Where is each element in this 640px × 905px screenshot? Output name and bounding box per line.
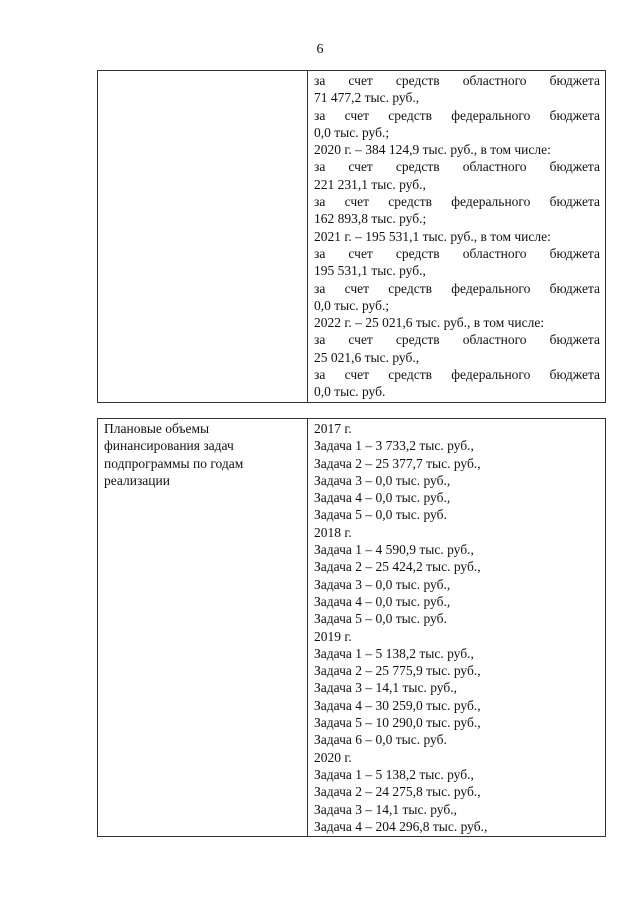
planned-task-funding-table — [97, 418, 606, 837]
funding-line: за счет средств областного бюджета — [314, 159, 600, 175]
task-funding-line: Задача 3 – 0,0 тыс. руб., — [314, 472, 451, 488]
task-funding-line: Задача 1 – 3 733,2 тыс. руб., — [314, 438, 474, 454]
task-funding-line: Задача 5 – 0,0 тыс. руб. — [314, 507, 447, 523]
task-funding-by-year-cell — [308, 419, 606, 837]
empty-label-cell — [98, 71, 308, 403]
task-funding-line: Задача 3 – 14,1 тыс. руб., — [314, 680, 457, 696]
funding-line: 0,0 тыс. руб.; — [314, 124, 390, 140]
task-funding-line: Задача 5 – 0,0 тыс. руб. — [314, 611, 447, 627]
task-funding-line: 2017 г. — [314, 421, 352, 436]
task-funding-line: Задача 6 – 0,0 тыс. руб. — [314, 732, 447, 748]
task-funding-line: 2019 г. — [314, 628, 352, 644]
label-line: подпрограммы по годам — [104, 455, 244, 471]
task-funding-line: Задача 4 – 0,0 тыс. руб., — [314, 490, 451, 506]
task-funding-line: Задача 2 – 25 377,7 тыс. руб., — [314, 455, 481, 471]
funding-line: 2022 г. – 25 021,6 тыс. руб., в том числе: — [314, 315, 545, 331]
task-funding-line: Задача 1 – 5 138,2 тыс. руб., — [314, 645, 474, 661]
funding-line: 25 021,6 тыс. руб., — [314, 349, 420, 365]
funding-line: 2021 г. – 195 531,1 тыс. руб., в том числе: — [314, 228, 551, 244]
funding-line: 0,0 тыс. руб. — [314, 384, 386, 400]
funding-line: за счет средств федерального бюджета — [314, 194, 600, 210]
funding-line: за счет средств федерального бюджета — [314, 280, 600, 296]
task-funding-line: Задача 4 – 0,0 тыс. руб., — [314, 593, 451, 609]
task-funding-line: 2018 г. — [314, 524, 352, 540]
task-funding-line: Задача 2 – 25 775,9 тыс. руб., — [314, 663, 481, 679]
task-funding-line: Задача 1 – 4 590,9 тыс. руб., — [314, 542, 474, 558]
funding-line: за счет средств областного бюджета — [314, 73, 600, 88]
label-line: Плановые объемы — [104, 421, 210, 436]
funding-line: 0,0 тыс. руб.; — [314, 297, 390, 313]
funding-continuation-table — [97, 70, 606, 403]
task-funding-line: Задача 5 – 10 290,0 тыс. руб., — [314, 715, 481, 731]
table-row — [98, 71, 606, 403]
task-funding-line: Задача 3 – 14,1 тыс. руб., — [314, 801, 457, 817]
table-row — [98, 419, 606, 837]
funding-line: за счет средств областного бюджета — [314, 332, 600, 348]
funding-line: 162 893,8 тыс. руб.; — [314, 211, 427, 227]
task-funding-line: 2020 г. — [314, 749, 352, 765]
task-funding-line: Задача 1 – 5 138,2 тыс. руб., — [314, 766, 474, 782]
funding-line: 221 231,1 тыс. руб., — [314, 176, 426, 192]
planned-funding-label-cell — [98, 419, 308, 837]
task-funding-line: Задача 3 – 0,0 тыс. руб., — [314, 576, 451, 592]
task-funding-line: Задача 4 – 30 259,0 тыс. руб., — [314, 697, 481, 713]
label-line: финансирования задач — [104, 438, 234, 454]
funding-line: 195 531,1 тыс. руб., — [314, 263, 426, 279]
funding-by-source-cell — [308, 71, 606, 403]
task-funding-line: Задача 4 – 204 296,8 тыс. руб., — [314, 818, 488, 834]
task-funding-line: Задача 2 – 25 424,2 тыс. руб., — [314, 559, 481, 575]
funding-line: 2020 г. – 384 124,9 тыс. руб., в том числе: — [314, 142, 551, 158]
funding-line: за счет средств федерального бюджета — [314, 367, 600, 383]
funding-line: 71 477,2 тыс. руб., — [314, 90, 420, 106]
task-funding-line: Задача 2 – 24 275,8 тыс. руб., — [314, 784, 481, 800]
funding-line: за счет средств федерального бюджета — [314, 107, 600, 123]
page-number: 6 — [316, 42, 324, 57]
label-line: реализации — [104, 472, 170, 488]
funding-line: за счет средств областного бюджета — [314, 245, 600, 261]
